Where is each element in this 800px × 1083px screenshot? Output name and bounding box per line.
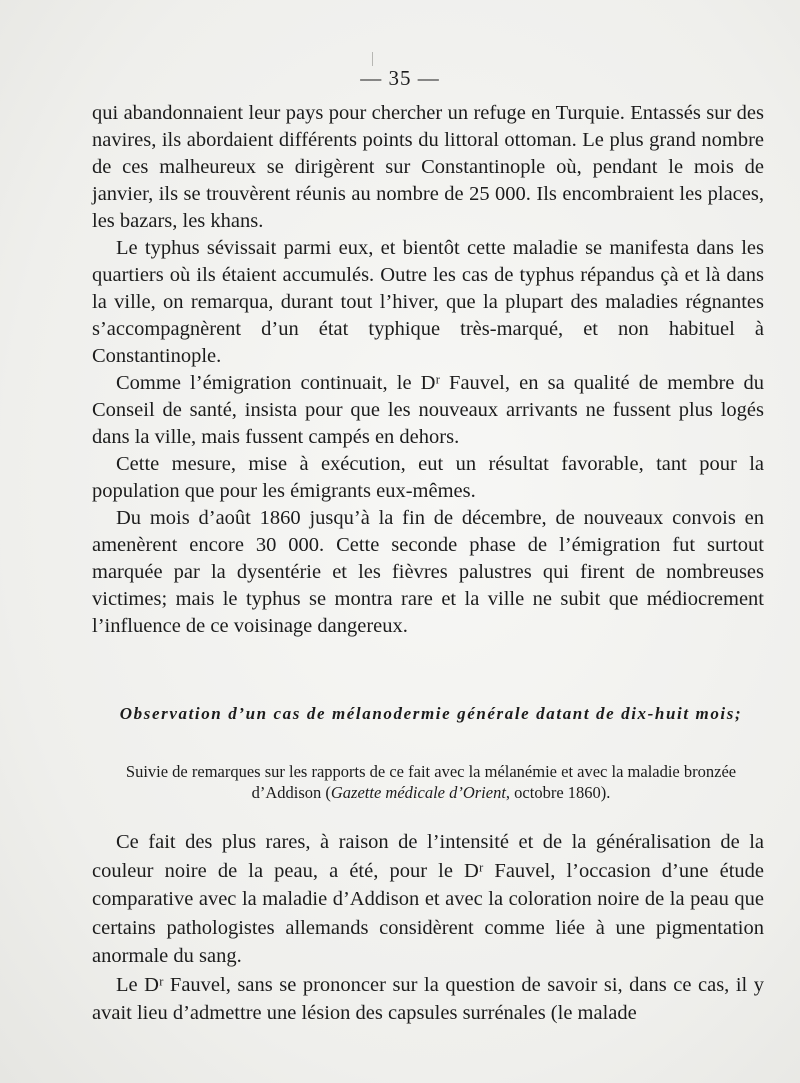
observation-subheading	[96, 761, 766, 803]
paragraph: Le typhus sévissait parmi eux, et bientôt cette maladie se manifesta dans les quartiers où ils étaient accumulés. Outre les cas de typhus répandus çà et là dans la ville, on remarqua, durant tout l’hiver, que la plupart des maladies régnantes s’accompagnèrent d’un état typhique très-marqué, et non habituel à Constantinople.	[92, 237, 764, 367]
paragraph: qui abandonnaient leur pays pour chercher un refuge en Turquie. Entassés sur des navires, ils abordaient différents points du littoral ottoman. Le plus grand nombre de ces malheureux se dirigèrent sur Constantinople où, pendant le mois de janvier, ils se trouvèrent réunis au nombre de 25 000. Ils encombraient les places, les bazars, les khans.	[92, 102, 764, 232]
observation-heading: Observation d’un cas de mélanodermie générale datant de dix-huit mois;	[119, 704, 743, 723]
section-melanodermie-text	[92, 828, 764, 1028]
section-emigration-text	[92, 100, 764, 640]
subheading-date: , octobre 1860).	[505, 783, 611, 802]
paper-fold-mark	[372, 52, 373, 66]
page-number: — 35 —	[360, 66, 440, 90]
paragraph: Le Dʳ Fauvel, sans se prononcer sur la question de savoir si, dans ce cas, il y avait lieu d’admettre une lésion des capsules surrénales (le malade	[92, 973, 764, 1024]
paragraph: Cette mesure, mise à exécution, eut un résultat favorable, tant pour la population que pour les émigrants eux-mêmes.	[92, 453, 764, 502]
paragraph: Ce fait des plus rares, à raison de l’intensité et de la généralisation de la couleur noire de la peau, a été, pour le Dʳ Fauvel, l’occasion d’une étude comparative avec la maladie d’Addison et avec la coloration noire de la peau que certains pathologistes allemands considèrent comme liée à une pigmentation anormale du sang.	[92, 831, 764, 967]
paragraph: Du mois d’août 1860 jusqu’à la fin de décembre, de nouveaux convois en amenèrent encore 30 000. Cette seconde phase de l’émigration fut surtout marquée par la dysentérie et les fièvres palustres qui firent de nombreuses victimes; mais le typhus se montra rare et la ville ne subit que médiocrement l’influence de ce voisinage dangereux.	[92, 507, 764, 637]
source-title: Gazette médicale d’Orient	[330, 783, 506, 802]
subheading-text: Suivie de remarques sur les rapports de ce fait avec la mélanémie et avec la maladie bronzée d’Addison (	[125, 762, 737, 802]
paragraph: Comme l’émigration continuait, le Dʳ Fauvel, en sa qualité de membre du Conseil de santé, insista pour que les nouveaux arrivants ne fussent plus logés dans la ville, mais fussent campés en dehors.	[92, 372, 764, 448]
